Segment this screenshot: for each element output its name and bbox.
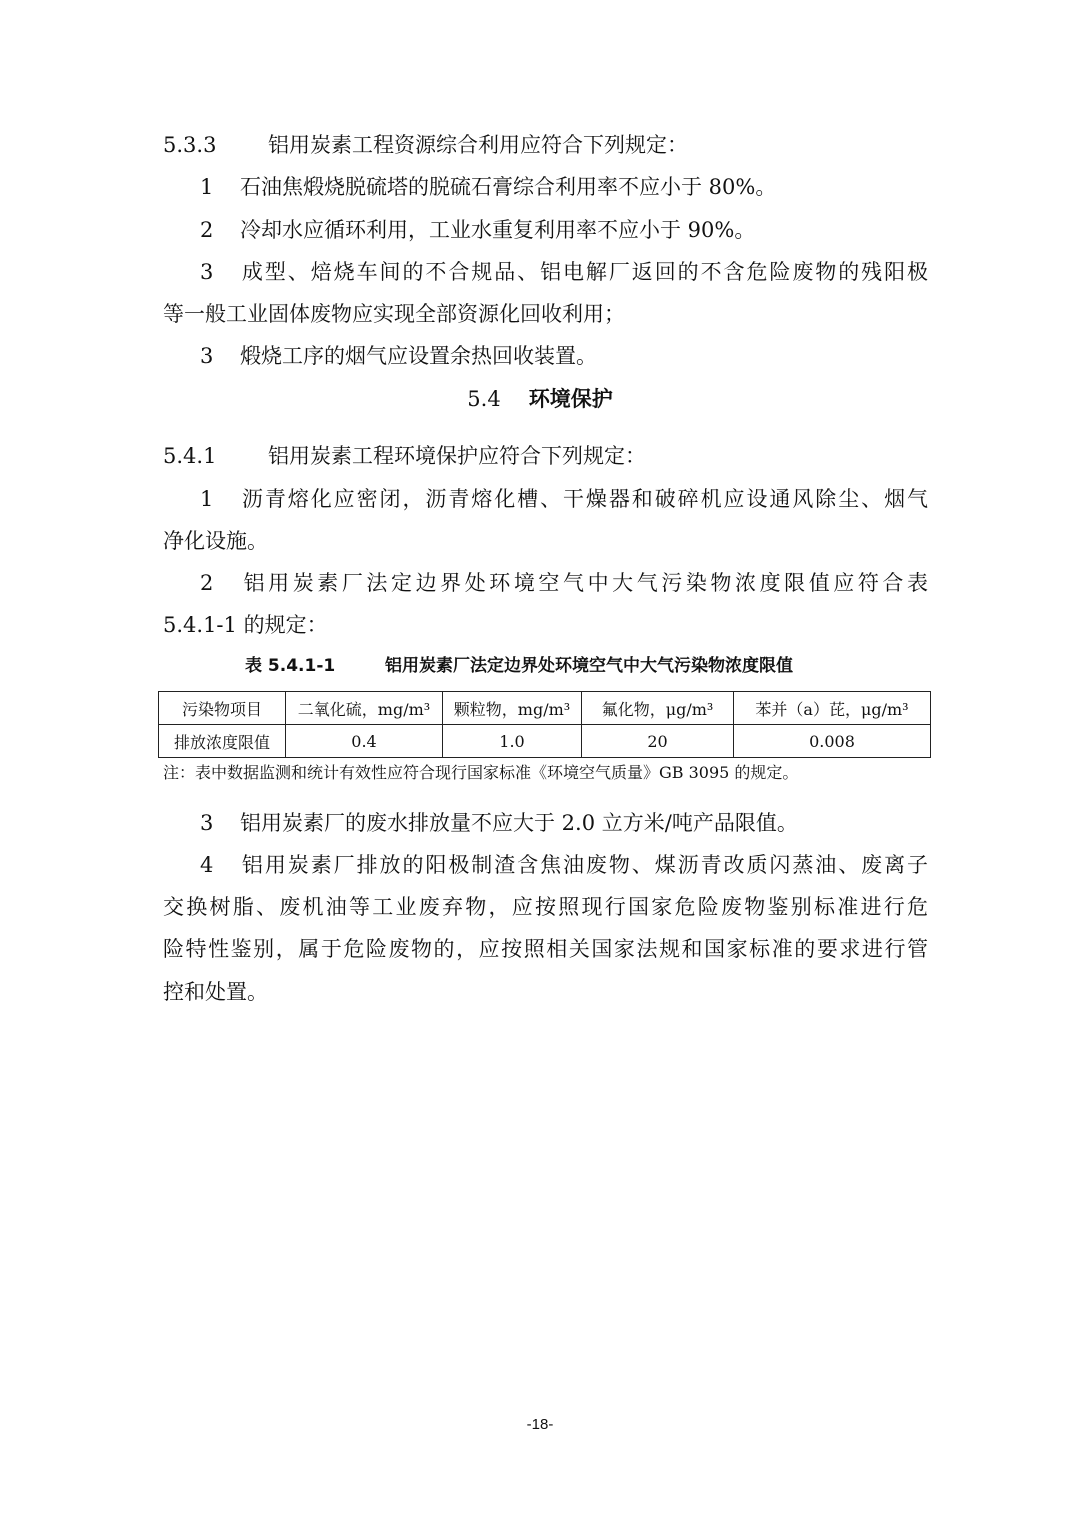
item-continuation: 等一般工业固体废物应实现全部资源化回收利用； [163, 302, 625, 326]
clause-text: 铝用炭素工程资源综合利用应符合下列规定： [268, 133, 688, 157]
clause-text: 铝用炭素工程环境保护应符合下列规定： [268, 444, 646, 468]
row-label-cell: 排放浓度限值 [159, 725, 286, 758]
item-text: 沥青熔化应密闭，沥青熔化槽、干燥器和破碎机应设通风除尘、烟气 [240, 487, 928, 511]
clause-number: 5.3.3 [163, 133, 217, 157]
value-cell: 0.4 [286, 725, 443, 758]
list-item [200, 172, 928, 202]
table-caption [245, 653, 865, 679]
item-continuation: 险特性鉴别，属于危险废物的，应按照相关国家法规和国家标准的要求进行管 [163, 937, 928, 961]
clause-5-3-3 [163, 130, 928, 160]
item-text: 石油焦煅烧脱硫塔的脱硫石膏综合利用率不应小于 80%。 [240, 175, 777, 199]
item-number: 1 [200, 487, 214, 511]
list-item [200, 850, 928, 880]
item-continuation: 交换树脂、废机油等工业废弃物，应按照现行国家危险废物鉴别标准进行危 [163, 895, 928, 919]
list-item [200, 215, 928, 245]
item-number: 3 [200, 344, 214, 368]
item-number: 4 [200, 853, 214, 877]
header-cell: 苯并（a）芘，μg/m³ [734, 692, 931, 725]
table-row [159, 725, 931, 758]
item-text: 铝用炭素厂法定边界处环境空气中大气污染物浓度限值应符合表 [240, 571, 928, 595]
list-item [200, 341, 928, 371]
table-header-row [159, 692, 931, 725]
value-cell: 1.0 [443, 725, 582, 758]
value-cell: 20 [582, 725, 734, 758]
header-cell: 二氧化硫，mg/m³ [286, 692, 443, 725]
section-title [0, 384, 1080, 414]
table-number: 表 5.4.1-1 [245, 656, 336, 676]
item-continuation: 控和处置。 [163, 980, 268, 1004]
header-cell: 颗粒物，mg/m³ [443, 692, 582, 725]
list-item [200, 568, 928, 598]
clause-5-4-1 [163, 441, 928, 471]
item-number: 1 [200, 175, 214, 199]
header-cell: 氟化物，μg/m³ [582, 692, 734, 725]
table-note: 注：表中数据监测和统计有效性应符合现行国家标准《环境空气质量》GB 3095 的规定。 [163, 763, 799, 782]
item-number: 3 [200, 811, 214, 835]
list-item [200, 808, 928, 838]
list-item [200, 257, 928, 287]
item-continuation: 净化设施。 [163, 529, 268, 553]
list-item [200, 484, 928, 514]
page-number: -18- [526, 1416, 554, 1433]
item-text: 铝用炭素厂的废水排放量不应大于 2.0 立方米/吨产品限值。 [240, 811, 798, 835]
section-title-text: 环境保护 [528, 387, 613, 411]
section-number: 5.4 [467, 387, 501, 411]
item-text: 成型、焙烧车间的不合规品、铝电解厂返回的不含危险废物的残阳极 [240, 260, 928, 284]
value-cell: 0.008 [734, 725, 931, 758]
pollutant-limit-table [158, 691, 931, 758]
item-number: 2 [200, 571, 214, 595]
item-text: 冷却水应循环利用，工业水重复利用率不应小于 90%。 [240, 218, 756, 242]
item-number: 2 [200, 218, 214, 242]
item-text: 铝用炭素厂排放的阳极制渣含焦油废物、煤沥青改质闪蒸油、废离子 [240, 853, 928, 877]
item-continuation: 5.4.1-1 的规定： [163, 613, 328, 637]
item-text: 煅烧工序的烟气应设置余热回收装置。 [240, 344, 597, 368]
header-cell: 污染物项目 [159, 692, 286, 725]
clause-number: 5.4.1 [163, 444, 217, 468]
table-title: 铝用炭素厂法定边界处环境空气中大气污染物浓度限值 [385, 656, 793, 676]
item-number: 3 [200, 260, 214, 284]
